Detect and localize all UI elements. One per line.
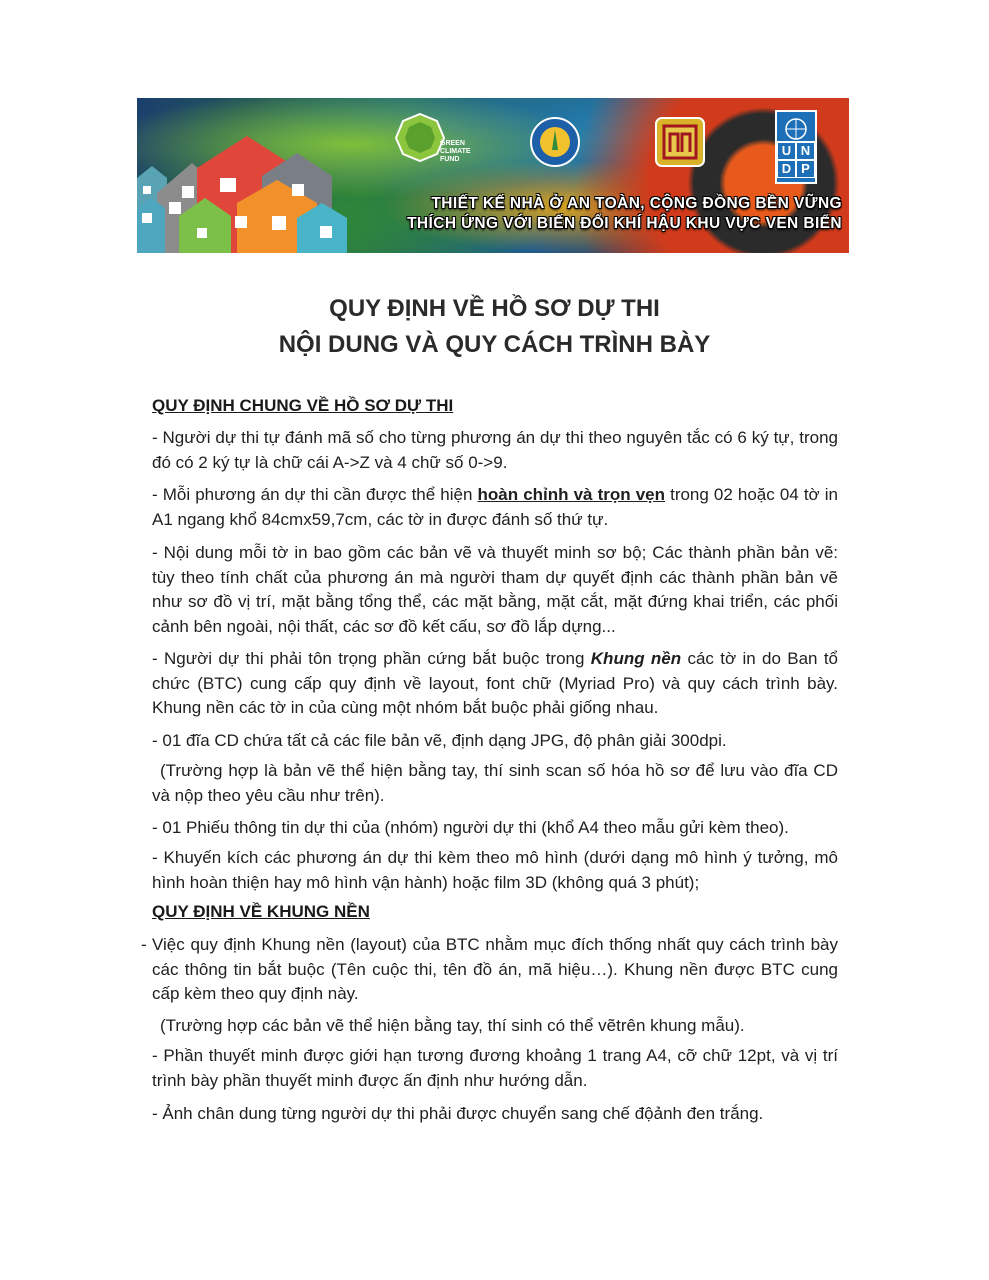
document-title-line2: NỘI DUNG VÀ QUY CÁCH TRÌNH BÀY bbox=[278, 331, 711, 358]
paragraph-layout-purpose: Việc quy định Khung nền (layout) của BTC nhằm mục đích thống nhất quy cách trình bày các thông tin bắt buộc (Tên cuộc thi, tên đồ án, mã hiệu…). Khung nền được BTC cung cấp kèm theo quy định này. bbox=[152, 935, 838, 1003]
document-title-line1: QUY ĐỊNH VỀ HỒ SƠ DỰ THI bbox=[329, 295, 660, 322]
text-run: trong 02 hoặc 04 tờ in A1 ngang khổ 84cmx59,7cm, các tờ in được đánh số thứ tự. bbox=[152, 485, 838, 529]
undp-letter: P bbox=[796, 160, 815, 178]
paragraph-cd-rule: - 01 đĩa CD chứa tất cả các file bản vẽ, định dạng JPG, độ phân giải 300dpi. bbox=[152, 731, 727, 750]
paragraph-sheet-content: - Nội dung mỗi tờ in bao gồm các bản vẽ và thuyết minh sơ bộ; Các thành phần bản vẽ: tùy theo tính chất của phương án mà người tham dự quyết định các thành phần bản vẽ như sơ đồ vị trí, mặt bằng tổng thể, các mặt bằng, mặt cắt, mặt đứng khai triển, các phối cảnh bên ngoài, nội thất, các sơ đồ kết cấu, sơ đồ lắp dựng... bbox=[152, 543, 838, 636]
text-run: - Người dự thi phải tôn trọng phần cứng bắt buộc trong bbox=[152, 649, 591, 668]
bullet-dash: - bbox=[141, 935, 147, 954]
banner-title-line1: THIẾT KẾ NHÀ Ở AN TOÀN, CỘNG ĐỒNG BỀN VỮNG bbox=[431, 195, 842, 212]
green-climate-fund-logo bbox=[395, 112, 445, 162]
paragraph-explanation-limit: - Phần thuyết minh được giới hạn tương đương khoảng 1 trang A4, cỡ chữ 12pt, và vị trí trình bày phần thuyết minh được ấn định như hướng dẫn. bbox=[152, 1046, 838, 1090]
section-heading-general: QUY ĐỊNH CHUNG VỀ HỒ SƠ DỰ THI bbox=[152, 396, 454, 415]
undp-logo bbox=[775, 110, 817, 184]
paragraph-frame-rule bbox=[152, 647, 838, 721]
paragraph-code-rule: - Người dự thi tự đánh mã số cho từng phương án dự thi theo nguyên tắc có 6 ký tự, trong đó có 2 ký tự là chữ cái A->Z và 4 chữ số 0->9. bbox=[152, 428, 838, 472]
emphasis-text: Khung nền bbox=[590, 649, 682, 668]
section-heading-frame: QUY ĐỊNH VỀ KHUNG NỀN bbox=[152, 902, 370, 921]
undp-letter: U bbox=[777, 142, 796, 160]
paragraph-portrait-rule: - Ảnh chân dung từng người dự thi phải được chuyển sang chế độảnh đen trắng. bbox=[152, 1104, 764, 1123]
emphasis-text: hoàn chỉnh và trọn vẹn bbox=[477, 485, 666, 504]
paragraph-model-encouragement: - Khuyến kích các phương án dự thi kèm theo mô hình (dưới dạng mô hình ý tưởng, mô hình hoàn thiện hay mô hình vận hành) hoặc film 3D (không quá 3 phút); bbox=[152, 848, 838, 892]
undp-letter: N bbox=[796, 142, 815, 160]
paragraph-handdrawn-frame-note: (Trường hợp các bản vẽ thể hiện bằng tay, thí sinh có thể vẽtrên khung mẫu). bbox=[160, 1016, 745, 1035]
paragraph-handdrawn-note: (Trường hợp là bản vẽ thể hiện bằng tay, thí sinh scan số hóa hồ sơ để lưu vào đĩa CD và nộp theo yêu cầu như trên). bbox=[152, 761, 838, 805]
banner-title-line2: THÍCH ỨNG VỚI BIẾN ĐỔI KHÍ HẬU KHU VỰC VEN BIỂN bbox=[407, 215, 842, 232]
ministry-agriculture-logo bbox=[529, 116, 581, 168]
gcf-logo-text: GREEN CLIMATE FUND bbox=[440, 140, 471, 163]
text-run: - Mỗi phương án dự thi cần được thể hiện bbox=[152, 485, 478, 504]
header-banner bbox=[137, 98, 849, 253]
paragraph-info-form: - 01 Phiếu thông tin dự thi của (nhóm) người dự thi (khổ A4 theo mẫu gửi kèm theo). bbox=[152, 818, 789, 837]
paragraph-sheet-count bbox=[152, 483, 838, 532]
undp-letter: D bbox=[777, 160, 796, 178]
ministry-construction-logo bbox=[654, 116, 706, 168]
text-run: các tờ in do Ban tổ chức (BTC) cung cấp quy định về layout, font chữ (Myriad Pro) và quy cách trình bày. Khung nền các tờ in của cùng một nhóm bắt buộc phải giống nhau. bbox=[152, 649, 839, 717]
